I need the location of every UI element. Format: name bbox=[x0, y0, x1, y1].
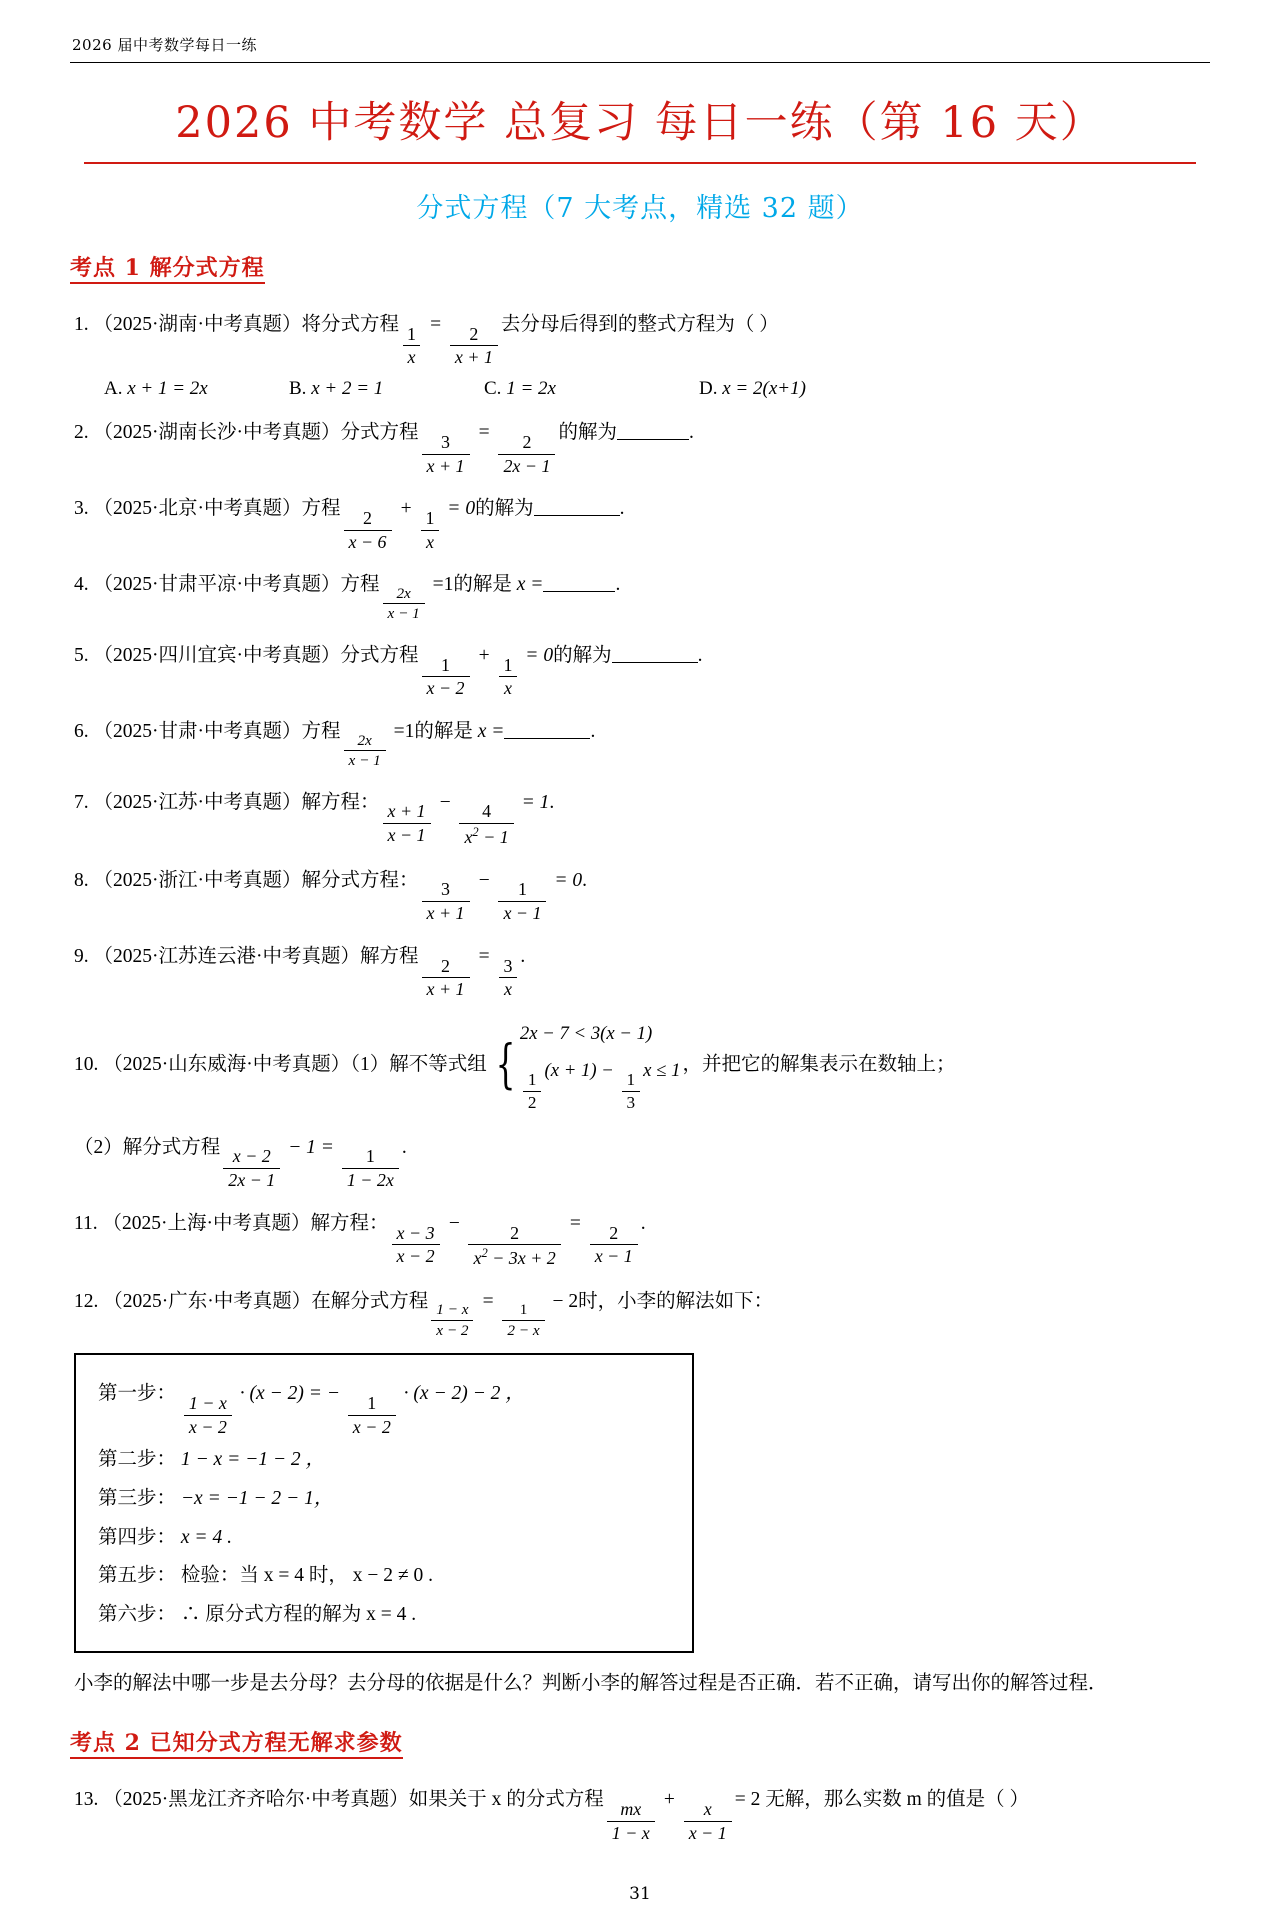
q1-equation: $\frac{1}{x}$ = $\frac{2}{x + 1}$ bbox=[399, 314, 501, 335]
question-1 bbox=[70, 308, 1210, 368]
question-text-tail: 的解为 bbox=[475, 498, 534, 520]
question-number: 12. bbox=[74, 1290, 99, 1312]
question-source: （2025·甘肃平凉·中考真题） bbox=[93, 574, 341, 596]
q12-prompt: 小李的解法中哪一步是去分母？去分母的依据是什么？判断小李的解答过程是否正确．若不正确，请写出你的解答过程． bbox=[74, 1673, 1108, 1695]
question-number: 1. bbox=[74, 314, 89, 335]
step-6-expr: ∴ 原分式方程的解为 x = 4 . bbox=[180, 1603, 417, 1625]
question-period: . bbox=[619, 498, 625, 520]
question-period: . bbox=[582, 869, 588, 891]
question-8 bbox=[70, 864, 1210, 924]
choice-a-expr: x + 1 = 2x bbox=[127, 378, 208, 400]
q10-part1-label: （1） bbox=[350, 1053, 390, 1075]
question-5 bbox=[70, 639, 1210, 699]
q12-solution-box bbox=[74, 1353, 694, 1653]
question-text-tail: = 2 无解，那么实数 m 的值是（ ） bbox=[734, 1789, 1030, 1811]
page-number: 31 bbox=[629, 1883, 651, 1904]
step-5 bbox=[98, 1560, 670, 1592]
step-1-expr: $\frac{1 - x}{x - 2}$ · (x − 2) = − $\frac{1}{x - 2}$ · (x − 2) − 2 ， bbox=[181, 1383, 525, 1404]
step-5-expr: 检验：当 x = 4 时， x − 2 ≠ 0 . bbox=[180, 1565, 433, 1587]
question-source: （2025·江苏连云港·中考真题） bbox=[93, 945, 360, 967]
question-text: 方程 bbox=[340, 574, 380, 596]
section-label: 考点 1 解分式方程 bbox=[70, 251, 265, 284]
question-period: . bbox=[688, 422, 694, 444]
question-text-tail: 去分母后得到的整式方程为（ ） bbox=[500, 314, 779, 335]
question-text: 分式方程 bbox=[340, 422, 419, 444]
choice-a[interactable] bbox=[104, 378, 289, 400]
q12-equation: $\frac{1 - x}{x - 2}$ = $\frac{1}{2 - x}$ − 2 bbox=[428, 1291, 578, 1312]
question-period: . bbox=[549, 791, 555, 813]
page-title: 2026 中考数学 总复习 每日一练（第 16 天） bbox=[84, 89, 1196, 164]
step-2-expr: 1 − x = −1 − 2 ， bbox=[180, 1449, 326, 1471]
choice-c-tag: C. bbox=[484, 378, 502, 400]
choice-d-tag: D. bbox=[699, 378, 718, 400]
choice-d[interactable] bbox=[699, 378, 879, 400]
question-source: （2025·山东威海·中考真题） bbox=[103, 1053, 351, 1075]
answer-blank[interactable] bbox=[543, 572, 615, 593]
question-period: . bbox=[520, 945, 526, 967]
question-source: （2025·浙江·中考真题） bbox=[93, 869, 302, 891]
question-text-tail: ，并把它的解集表示在数轴上； bbox=[682, 1053, 956, 1075]
question-text-tail: 的解为 bbox=[558, 422, 617, 444]
q13-equation: $\frac{mx}{1 - x}$ + $\frac{x}{x - 1}$ bbox=[604, 1789, 735, 1810]
q6-var: x = bbox=[477, 720, 505, 742]
question-source: （2025·上海·中考真题） bbox=[102, 1212, 311, 1234]
choice-b[interactable] bbox=[289, 378, 484, 400]
question-text: 解分式方程 bbox=[122, 1136, 221, 1158]
question-13 bbox=[70, 1783, 1210, 1843]
q8-equation: $\frac{3}{x + 1}$ − $\frac{1}{x - 1}$ = 0 bbox=[419, 870, 583, 891]
question-number: 7. bbox=[74, 791, 89, 813]
step-3-expr: −x = −1 − 2 − 1， bbox=[180, 1488, 334, 1510]
question-source: （2025·江苏·中考真题） bbox=[93, 791, 302, 813]
question-text: 方程 bbox=[301, 720, 341, 742]
q3-equation: $\frac{2}{x - 6}$ + $\frac{1}{x}$ = 0 bbox=[341, 498, 476, 519]
answer-blank[interactable] bbox=[617, 420, 689, 441]
step-1 bbox=[98, 1378, 670, 1437]
q4-var: x = bbox=[516, 574, 544, 596]
question-text: 方程 bbox=[301, 498, 341, 520]
question-4 bbox=[70, 568, 1210, 623]
question-number: 2. bbox=[74, 422, 89, 444]
question-text: 解方程 bbox=[360, 945, 419, 967]
question-10 bbox=[70, 1016, 1210, 1115]
question-3 bbox=[70, 492, 1210, 552]
step-6-label: 第六步： bbox=[98, 1603, 177, 1625]
q10-inequality-system: { 2x − 7 < 3(x − 1) $\frac{1}{2}$ (x + 1) − $\frac{1}{3}$ x ≤ 1 bbox=[495, 1022, 681, 1112]
question-text-mid: 的解是 bbox=[453, 574, 512, 596]
q11-equation: $\frac{x - 3}{x - 2}$ − $\frac{2}{x^2 - 3x + 2}$ = $\frac{2}{x - 1}$ bbox=[389, 1213, 641, 1234]
step-4-label: 第四步： bbox=[98, 1526, 177, 1548]
question-period: . bbox=[615, 574, 621, 596]
question-number: 5. bbox=[74, 644, 89, 666]
step-4 bbox=[98, 1522, 670, 1554]
question-text: 分式方程 bbox=[340, 644, 419, 666]
question-number: 9. bbox=[74, 945, 89, 967]
step-3-label: 第三步： bbox=[98, 1488, 177, 1510]
question-number: 13. bbox=[74, 1789, 99, 1811]
q10-part2-label: （2） bbox=[74, 1136, 123, 1158]
step-1-label: 第一步： bbox=[98, 1383, 177, 1405]
q6-equation: $\frac{2x}{x - 1}$ =1 bbox=[341, 721, 415, 742]
choice-c[interactable] bbox=[484, 378, 699, 400]
answer-blank[interactable] bbox=[534, 496, 620, 517]
step-6 bbox=[98, 1599, 670, 1631]
section-heading-1 bbox=[70, 225, 1210, 292]
q5-equation: $\frac{1}{x - 2}$ + $\frac{1}{x}$ = 0 bbox=[419, 645, 554, 666]
question-source: （2025·北京·中考真题） bbox=[93, 498, 302, 520]
question-9 bbox=[70, 940, 1210, 1000]
question-source: （2025·湖南·中考真题） bbox=[93, 314, 302, 335]
question-number: 8. bbox=[74, 869, 89, 891]
question-source: （2025·黑龙江齐齐哈尔·中考真题） bbox=[103, 1789, 409, 1811]
question-7 bbox=[70, 786, 1210, 848]
question-number: 4. bbox=[74, 574, 89, 596]
step-3 bbox=[98, 1483, 670, 1515]
question-text-mid: 的解是 bbox=[414, 720, 473, 742]
question-number: 11. bbox=[74, 1212, 98, 1234]
step-2 bbox=[98, 1444, 670, 1476]
q9-equation: $\frac{2}{x + 1}$ = $\frac{3}{x}$ bbox=[419, 946, 521, 967]
answer-blank[interactable] bbox=[612, 642, 698, 663]
choice-c-expr: 1 = 2x bbox=[506, 378, 556, 400]
question-text: 解方程： bbox=[301, 791, 380, 813]
q10-equation: $\frac{x - 2}{2x - 1}$ − 1 = $\frac{1}{1 - 2x}$ bbox=[220, 1137, 402, 1158]
question-text-tail: 时，小李的解法如下： bbox=[578, 1290, 774, 1312]
question-6 bbox=[70, 715, 1210, 770]
step-2-label: 第二步： bbox=[98, 1449, 177, 1471]
step-4-expr: x = 4 . bbox=[180, 1526, 232, 1548]
question-text: 解方程： bbox=[310, 1212, 389, 1234]
question-period: . bbox=[590, 720, 596, 742]
question-text: 解分式方程： bbox=[301, 869, 419, 891]
answer-blank[interactable] bbox=[504, 718, 590, 739]
question-period: . bbox=[697, 644, 703, 666]
question-source: （2025·四川宜宾·中考真题） bbox=[93, 644, 341, 666]
section-label: 考点 2 已知分式方程无解求参数 bbox=[70, 1726, 403, 1759]
choice-b-expr: x + 2 = 1 bbox=[311, 378, 384, 400]
choice-a-tag: A. bbox=[104, 378, 123, 400]
question-11 bbox=[70, 1207, 1210, 1269]
question-source: （2025·湖南长沙·中考真题） bbox=[93, 422, 341, 444]
question-10-part-2 bbox=[70, 1131, 1210, 1191]
question-2 bbox=[70, 416, 1210, 476]
question-source: （2025·甘肃·中考真题） bbox=[93, 720, 302, 742]
q7-equation: $\frac{x + 1}{x - 1}$ − $\frac{4}{x^2 - 1}$ = 1 bbox=[380, 792, 550, 813]
question-number: 6. bbox=[74, 720, 89, 742]
question-source: （2025·广东·中考真题） bbox=[103, 1290, 312, 1312]
question-text: 解不等式组 bbox=[389, 1053, 487, 1075]
step-5-label: 第五步： bbox=[98, 1565, 177, 1587]
question-12 bbox=[70, 1285, 1210, 1340]
q4-equation: $\frac{2x}{x - 1}$ =1 bbox=[380, 574, 454, 595]
choice-d-expr: x = 2(x+1) bbox=[722, 378, 806, 400]
question-text: 将分式方程 bbox=[301, 314, 400, 335]
question-text: 如果关于 x 的分式方程 bbox=[408, 1789, 604, 1811]
question-number: 3. bbox=[74, 498, 89, 520]
question-period: . bbox=[401, 1136, 407, 1158]
section-heading-2 bbox=[70, 1700, 1210, 1767]
question-period: . bbox=[640, 1212, 646, 1234]
question-text: 在解分式方程 bbox=[311, 1290, 429, 1312]
header-divider bbox=[70, 62, 1210, 63]
q1-choices bbox=[70, 378, 1210, 400]
choice-b-tag: B. bbox=[289, 378, 307, 400]
q10-ineq-1: 2x − 7 < 3(x − 1) bbox=[519, 1022, 653, 1044]
running-head: 2026 届中考数学每日一练 bbox=[72, 36, 257, 54]
question-text-tail: 的解为 bbox=[553, 644, 612, 666]
q2-equation: $\frac{3}{x + 1}$ = $\frac{2}{2x - 1}$ bbox=[419, 422, 559, 443]
page-subtitle: 分式方程（7 大考点，精选 32 题） bbox=[416, 193, 864, 224]
question-number: 10. bbox=[74, 1053, 99, 1075]
